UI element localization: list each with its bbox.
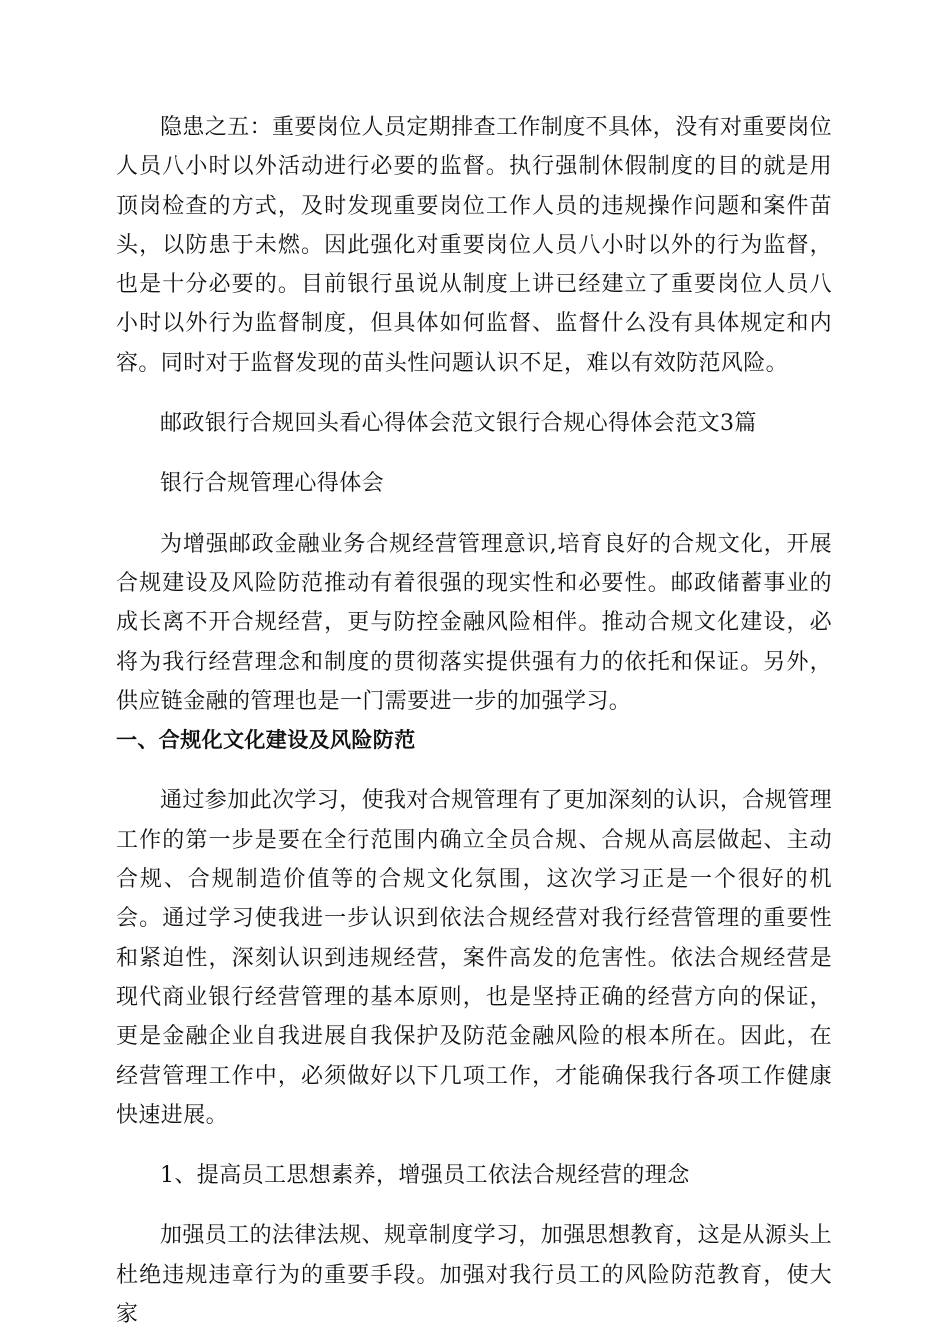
document-body	[116, 108, 832, 1334]
paragraph-subtitle: 银行合规管理心得体会	[160, 471, 385, 497]
paragraph-learning: 通过参加此次学习，使我对合规管理有了更加深刻的认识，合规管理工作的第一步是要在全行范围内确立全员合规、合规从高层做起、主动合规、合规制造价值等的合规文化氛围，这次学习正是一个很好的机会。通过学习使我进一步认识到依法合规经营对我行经营管理的重要性和紧迫性，深刻认识到违规经营，案件高发的危害性。依法合规经营是现代商业银行经营管理的基本原则，也是坚持正确的经营方向的保证，更是金融企业自我进展自我保护及防范金融风险的根本所在。因此，在经营管理工作中，必须做好以下几项工作，才能确保我行各项工作健康快速进展。	[116, 788, 833, 1128]
section-heading: 一、合规化文化建设及风险防范	[116, 728, 416, 753]
paragraph-training: 加强员工的法律法规、规章制度学习，加强思想教育，这是从源头上杜绝违规违章行为的重要手段。加强对我行员工的风险防范教育，使大家	[116, 1223, 833, 1328]
paragraph-point-one: 1、提高员工思想素养，增强员工依法合规经营的理念	[160, 1163, 690, 1189]
paragraph-intro: 为增强邮政金融业务合规经营管理意识,培育良好的合规文化，开展合规建设及风险防范推动有着很强的现实性和必要性。邮政储蓄事业的成长离不开合规经营，更与防控金融风险相伴。推动合规文化建设，必将为我行经营理念和制度的贯彻落实提供强有力的依托和保证。另外，供应链金融的管理也是一门需要进一步的加强学习。	[116, 531, 832, 714]
paragraph-article-title: 邮政银行合规回头看心得体会范文银行合规心得体会范文3篇	[160, 411, 757, 437]
paragraph-hidden-danger-five: 隐患之五：重要岗位人员定期排查工作制度不具体，没有对重要岗位人员八小时以外活动进行必要的监督。执行强制休假制度的目的就是用顶岗检查的方式，及时发现重要岗位工作人员的违规操作问题和案件苗头，以防患于未燃。因此强化对重要岗位人员八小时以外的行为监督，也是十分必要的。目前银行虽说从制度上讲已经建立了重要岗位人员八小时以外行为监督制度，但具体如何监督、监督什么没有具体规定和内容。同时对于监督发现的苗头性问题认识不足，难以有效防范风险。	[116, 115, 833, 376]
